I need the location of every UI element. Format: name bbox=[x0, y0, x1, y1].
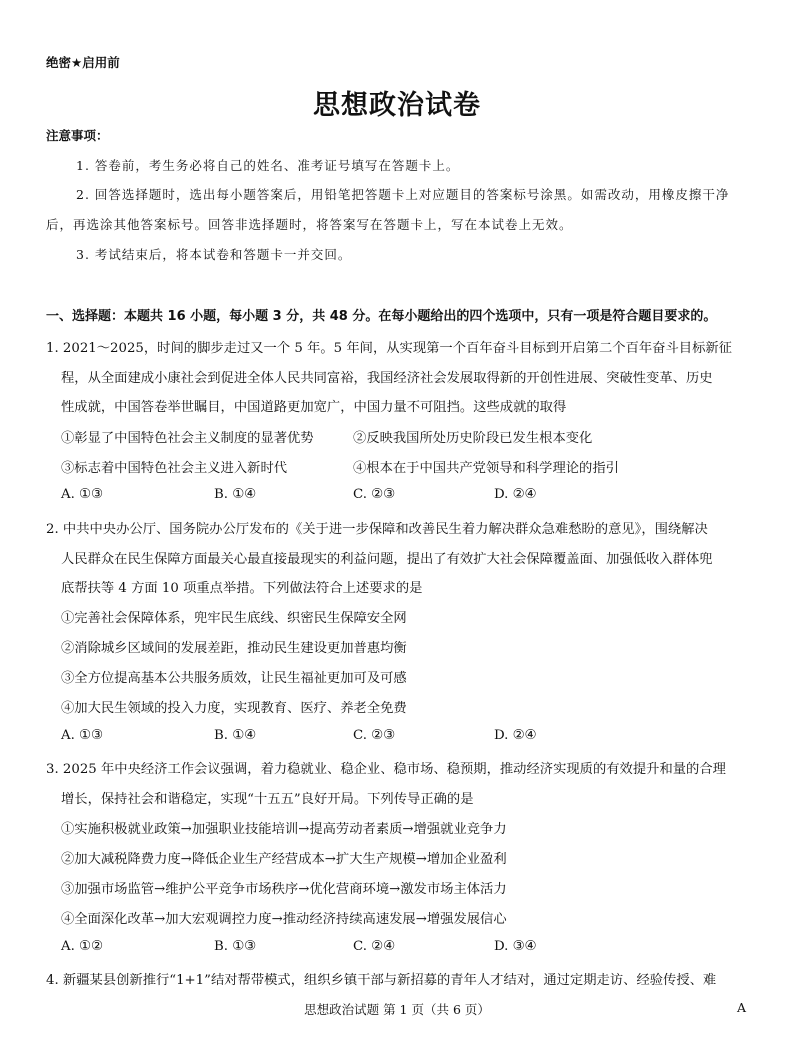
question-stem: 人民群众在民生保障方面最关心最直接最现实的利益问题，提出了有效扩大社会保障覆盖面、加强低收入群体兜 bbox=[61, 552, 713, 567]
notes-heading: 注意事项： bbox=[46, 128, 109, 143]
confidential-label: 绝密★启用前 bbox=[46, 55, 120, 70]
answer-option: A. ①② bbox=[61, 939, 103, 954]
answer-option: B. ①④ bbox=[214, 487, 257, 502]
answer-option: C. ②③ bbox=[353, 487, 395, 502]
statement: ②消除城乡区域间的发展差距，推动民生建设更加普惠均衡 bbox=[61, 641, 407, 656]
statement: ②反映我国所处历史阶段已发生根本变化 bbox=[353, 431, 593, 446]
answer-option: B. ①③ bbox=[214, 939, 257, 954]
answer-option: D. ③④ bbox=[494, 939, 537, 954]
question-stem: 性成就，中国答卷举世瞩目，中国道路更加宽广，中国力量不可阻挡。这些成就的取得 bbox=[61, 400, 567, 415]
statement: ①彰显了中国特色社会主义制度的显著优势 bbox=[61, 431, 314, 446]
answer-option: C. ②③ bbox=[353, 728, 395, 743]
statement: ②加大减税降费力度→降低企业生产经营成本→扩大生产规模→增加企业盈利 bbox=[61, 852, 507, 867]
question-stem: 2. 中共中央办公厅、国务院办公厅发布的《关于进一步保障和改善民生着力解决群众急难愁盼的意见》，围绕解决 bbox=[46, 522, 708, 537]
question-stem: 程，从全面建成小康社会到促进全体人民共同富裕，我国经济社会发展取得新的开创性进展、突破性变革、历史 bbox=[61, 371, 713, 386]
answer-option: B. ①④ bbox=[214, 728, 257, 743]
question-stem: 增长，保持社会和谐稳定，实现“十五五”良好开局。下列传导正确的是 bbox=[61, 792, 474, 807]
question-stem: 1. 2021～2025，时间的脚步走过又一个 5 年。5 年间，从实现第一个百年奋斗目标到开启第二个百年奋斗目标新征 bbox=[46, 341, 732, 356]
statement: ④根本在于中国共产党领导和科学理论的指引 bbox=[353, 461, 619, 476]
question-stem: 3. 2025 年中央经济工作会议强调，着力稳就业、稳企业、稳市场、稳预期，推动经济实现质的有效提升和量的合理 bbox=[46, 762, 726, 777]
page-title: 思想政治试卷 bbox=[313, 90, 481, 121]
question-stem: 底帮扶等 4 方面 10 项重点举措。下列做法符合上述要求的是 bbox=[61, 581, 423, 596]
statement: ③标志着中国特色社会主义进入新时代 bbox=[61, 461, 288, 476]
note-line: 后，再选涂其他答案标号。回答非选择题时，将答案写在答题卡上，写在本试卷上无效。 bbox=[46, 217, 573, 232]
answer-option: C. ②④ bbox=[353, 939, 395, 954]
note-line: 2. 回答选择题时，选出每小题答案后，用铅笔把答题卡上对应题目的答案标号涂黑。如需改动，用橡皮擦干净 bbox=[76, 187, 730, 202]
statement: ①实施积极就业政策→加强职业技能培训→提高劳动者素质→增强就业竞争力 bbox=[61, 822, 507, 837]
statement: ③加强市场监管→维护公平竞争市场秩序→优化营商环境→激发市场主体活力 bbox=[61, 882, 507, 897]
statement: ③全方位提高基本公共服务质效，让民生福祉更加可及可感 bbox=[61, 671, 407, 686]
section-heading: 一、选择题：本题共 16 小题，每小题 3 分，共 48 分。在每小题给出的四个选项中，只有一项是符合题目要求的。 bbox=[46, 309, 717, 324]
answer-option: A. ①③ bbox=[61, 487, 103, 502]
page-footer: 思想政治试题 第 1 页（共 6 页） bbox=[304, 1002, 490, 1017]
answer-option: A. ①③ bbox=[61, 728, 103, 743]
answer-option: D. ②④ bbox=[494, 728, 537, 743]
statement: ④加大民生领域的投入力度，实现教育、医疗、养老全免费 bbox=[61, 701, 407, 716]
note-line: 3. 考试结束后，将本试卷和答题卡一并交回。 bbox=[76, 247, 352, 262]
statement: ①完善社会保障体系，兜牢民生底线、织密民生保障安全网 bbox=[61, 611, 407, 626]
statement: ④全面深化改革→加大宏观调控力度→推动经济持续高速发展→增强发展信心 bbox=[61, 912, 507, 927]
version-mark: A bbox=[737, 1000, 747, 1015]
note-line: 1. 答卷前，考生务必将自己的姓名、准考证号填写在答题卡上。 bbox=[76, 158, 460, 173]
question-stem: 4. 新疆某县创新推行“1+1”结对帮带模式，组织乡镇干部与新招募的青年人才结对，通过定期走访、经验传授、难 bbox=[46, 973, 717, 988]
answer-option: D. ②④ bbox=[494, 487, 537, 502]
